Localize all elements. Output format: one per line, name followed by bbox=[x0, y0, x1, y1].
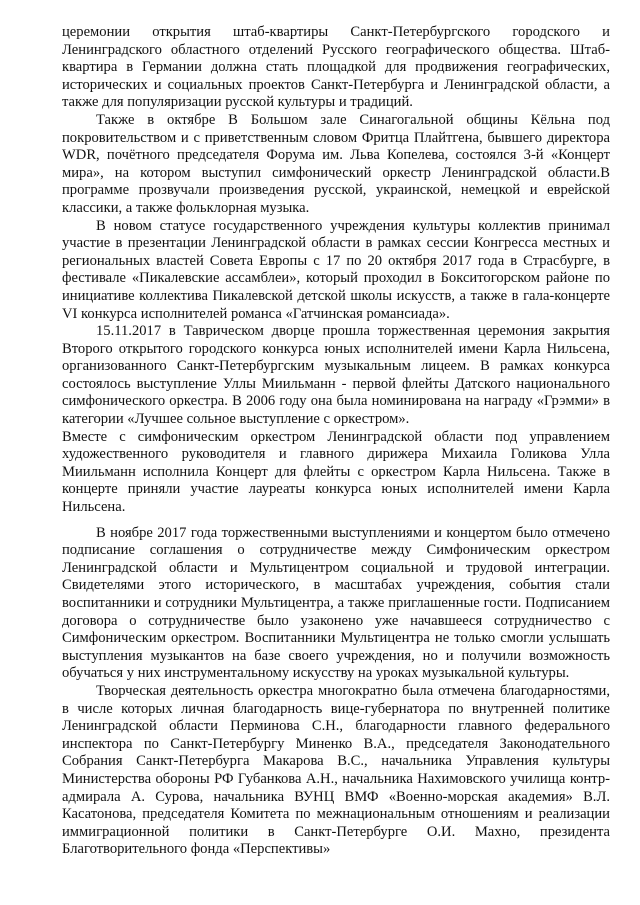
paragraph-strasbourg-presentation: В новом статусе государственного учреждения культуры коллектив принимал участие в презентации Ленинградской области в рамках сессии Конгресса местных и региональных властей Совета Европы с 17 по 20 октября 2017 года в Страсбурге, в фестивале «Пикалевские ассамблеи», который проходил в Бокситогорском районе по инициативе коллектива Пикалевской детской школы искусств, а также в гала-концерте VI конкурса исполнителей романса «Гатчинская романсиада». bbox=[62, 217, 610, 322]
paragraph-nielsen-competition: 15.11.2017 в Таврическом дворце прошла торжественная церемония закрытия Второго открытого городского конкурса юных исполнителей имени Карла Нильсена, организованного Санкт-Петербургским музыкальным лицеем. В рамках конкурса состоялось выступление Уллы Миильманн - первой флейты Датского национального симфонического оркестра. В 2006 году она была номинирована на награду «Грэмми» в категории «Лучшее сольное выступление с оркестром». bbox=[62, 323, 610, 428]
document-page bbox=[62, 24, 610, 859]
paragraph-flute-concerto: Вместе с симфоническим оркестром Ленинградской области под управлением художественного руководителя и главного дирижера Михаила Голикова Улла Миильманн исполнила Концерт для флейты с оркестром Карла Нильсена. Также в концерте приняли участие лауреаты конкурса юных исполнителей имени Карла Нильсена. bbox=[62, 428, 610, 516]
paragraph-rgo-headquarters: церемонии открытия штаб-квартиры Санкт-Петербургского городского и Ленинградского областного отделений Русского географического общества. Штаб-квартира в Германии должна стать площадкой для продвижения географических, исторических и социальных проектов Санкт-Петербурга и Ленинградской области, а также для популяризации русской культуры и традиций. bbox=[62, 24, 610, 111]
paragraph-acknowledgements: Творческая деятельность оркестра многократно была отмечена благодарностями, в числе которых личная благодарность вице-губернатора по внутренней политике Ленинградской области Перминова С.Н., благодарности главного федерального инспектора по Санкт-Петербургу Миненко В.А., председателя Законодательного Собрания Санкт-Петербурга Макарова В.С., начальника Управления культуры Министерства обороны РФ Губанкова А.Н., начальника Нахимовского училища контр-адмирала А. Сурова, начальника ВУНЦ ВМФ «Военно-морская академия» В.Л. Касатонова, председателя Комитета по межнациональным отношениям и реализации иммиграционной политики в Санкт-Петербурге О.И. Махно, президента Благотворительного фонда «Перспективы» bbox=[62, 682, 610, 858]
paragraph-peace-concert: Также в октябре В Большом зале Синагогальной общины Кёльна под покровительством и с приветственным словом Фритца Плайтгена, бывшего директора WDR, почётного председателя Форума им. Льва Копелева, состоялся 3-й «Концерт мира», на котором выступил симфонический оркестр Ленинградской области.В программе прозвучали произведения русской, украинской, немецкой и еврейской классики, а также фольклорная музыка. bbox=[62, 111, 610, 216]
paragraph-multicenter-agreement: В ноябре 2017 года торжественными выступлениями и концертом было отмечено подписание соглашения о сотрудничестве между Симфоническим оркестром Ленинградской области и Мультицентром социальной и трудовой интеграции. Свидетелями этого исторического, в масштабах учреждения, события стали воспитанники и сотрудники Мультицентра, а также приглашенные гости. Подписанием договора о сотрудничестве было узаконено уже начавшееся сотрудничество с Симфоническим оркестром. Воспитанники Мультицентра не только смогли услышать выступления музыкантов на базе своего учреждения, но и получили возможность обучаться у них инструментальному искусству на уроках музыкальной культуры. bbox=[62, 524, 610, 682]
